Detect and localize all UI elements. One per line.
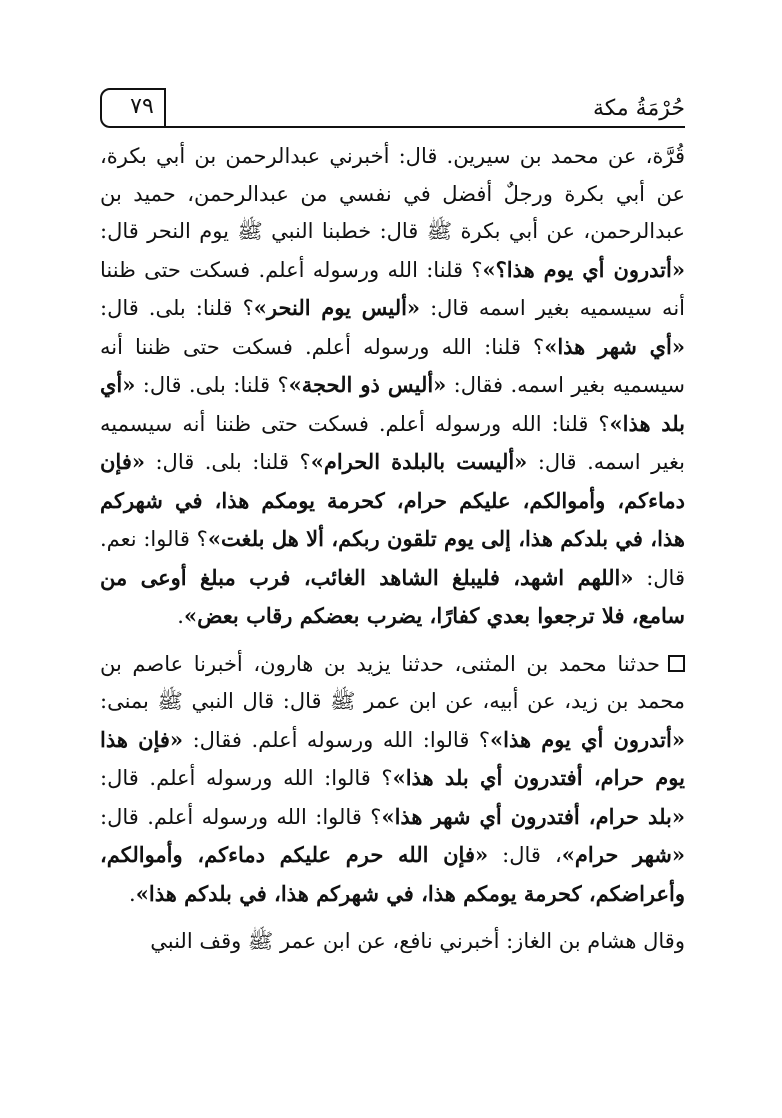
narration-text: . [129,881,136,906]
narration-text: وقال هشام بن الغاز: أخبرني نافع، عن ابن عمر ﷺ وقف النبي [150,929,685,953]
hadith-quote: «شهر حرام» [561,842,685,867]
narration-text: ؟ قلنا: بلى. قال: [100,296,254,320]
paragraph [100,138,685,636]
paragraph [100,923,685,961]
hadith-quote: «أتدرون أي يوم هذا؟» [482,256,685,282]
page-body [100,138,685,961]
hadith-quote: «فإن الله حرم عليكم دماءكم، وأموالكم، وأعراضكم، كحرمة يومكم هذا، في شهركم هذا، في بلدكم هذا» [100,842,685,906]
hadith-quote: «فإن دماءكم، وأموالكم، عليكم حرام، كحرمة يومكم هذا، في شهركم هذا، في بلدكم هذا، إلى يوم تلقون ربكم، ألا هل بلغت» [100,449,686,551]
narration-text: ؟ قلنا: الله ورسوله أعلم. فسكت حتى ظننا أنه سيسميه بغير اسمه. قال: [100,411,685,474]
narration-text: قُرَّة، عن محمد بن سيرين. قال: أخبرني عبدالرحمن بن أبي بكرة، عن أبي بكرة ورجلٌ أفضل في نفسي من عبدالرحمن، حميد بن عبدالرحمن، عن أبي بكرة ﷺ قال: خطبنا النبي ﷺ يوم النحر قال: [100,144,685,243]
narration-text: . [177,604,184,628]
hadith-quote: «بلد حرام، أفتدرون أي شهر هذا» [381,803,685,829]
hadith-quote: «أي شهر هذا» [544,333,685,359]
hadith-quote: «أي بلد هذا» [100,372,686,436]
page-number: ٧٩ [130,94,154,119]
hadith-quote: «اللهم اشهد، فليبلغ الشاهد الغائب، فرب مبلغ أوعى من سامع، فلا ترجعوا بعدي كفارًا، يضرب بعضكم رقاب بعض» [100,564,685,628]
paragraph [100,646,685,914]
hadith-quote: «أتدرون أي يوم هذا» [490,726,685,752]
narration-text: ؟ قلنا: الله ورسوله أعلم. فسكت حتى ظننا أنه سيسميه بغير اسمه. فقال: [100,334,686,397]
narration-text: ؟ قلنا: بلى. قال: [144,450,311,474]
hadith-quote: «أليس يوم النحر» [253,295,421,320]
hadith-quote: «أليس ذو الحجة» [288,372,447,397]
page-header [100,88,685,132]
narration-text: ؟ قالوا: الله ورسوله أعلم. قال: [100,804,382,829]
hadith-quote: «فإن هذا يوم حرام، أفتدرون أي بلد هذا» [100,726,685,790]
running-title: حُرْمَةُ مكة [592,96,685,121]
hadith-quote: «أليست بالبلدة الحرام» [310,449,528,474]
narration-text: ؟ قلنا: الله ورسوله أعلم. فسكت حتى ظننا أنه سيسميه بغير اسمه قال: [100,257,685,320]
header-rule [166,126,685,128]
narration-text: ، قال: [488,843,562,867]
narration-text: ؟ قالوا: نعم. قال: [100,527,685,590]
narration-text: ؟ قالوا: الله ورسوله أعلم. فقال: [183,727,491,752]
narration-text: حدثنا محمد بن المثنى، حدثنا يزيد بن هارون، أخبرنا عاصم بن محمد بن زيد، عن أبيه، عن ابن عمر ﷺ قال: قال النبي ﷺ بمنى: [100,651,685,713]
narration-text: ؟ قلنا: بلى. قال: [135,373,289,397]
narration-text: ؟ قالوا: الله ورسوله أعلم. قال: [100,766,393,790]
paragraph-marker-icon [668,655,685,672]
